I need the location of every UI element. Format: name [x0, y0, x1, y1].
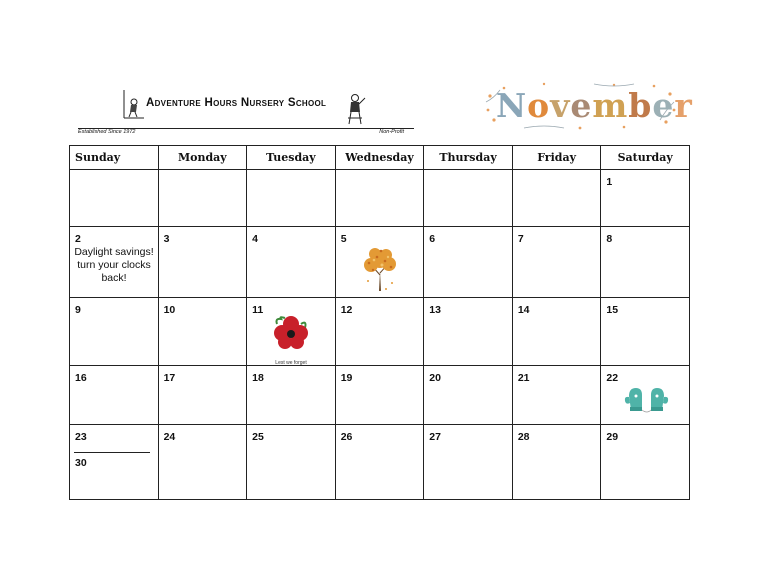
poppy-caption-text: Lest we forget: [275, 360, 307, 367]
day-cell: [424, 227, 513, 298]
day-cell: [424, 365, 513, 424]
child-painting-icon: [344, 92, 366, 126]
day-cell: [335, 227, 424, 298]
day-number-extra: 30: [75, 456, 87, 469]
day-number: 5: [340, 233, 347, 246]
weekday-sunday: Sunday: [70, 146, 159, 170]
day-cell: [247, 365, 336, 424]
weekday-saturday: Saturday: [601, 146, 690, 170]
week-row: [70, 424, 690, 499]
month-letter: r: [674, 86, 693, 125]
day-number: 20: [429, 371, 441, 384]
nonprofit-text: Non-Profit: [379, 129, 404, 135]
weekday-friday: Friday: [512, 146, 601, 170]
day-number: 14: [517, 304, 530, 317]
day-cell: [512, 424, 601, 499]
day-number: 16: [75, 371, 87, 384]
day-number: 8: [606, 233, 613, 246]
autumn-tree-icon: [360, 245, 400, 293]
day-number: 23: [75, 430, 87, 443]
weekday-monday: Monday: [158, 146, 247, 170]
day-cell: [158, 424, 247, 499]
weekday-thursday: Thursday: [424, 146, 513, 170]
school-name: Adventure Hours Nursery School: [146, 97, 327, 109]
day-cell: [247, 424, 336, 499]
day-cell: [512, 170, 601, 227]
month-name: [496, 86, 693, 125]
month-title: [484, 80, 693, 132]
established-text: Established Since 1972: [78, 129, 136, 135]
day-cell: [70, 170, 159, 227]
day-number: 22: [606, 371, 619, 384]
day-cell: [424, 424, 513, 499]
day-cell: [158, 365, 247, 424]
day-number: 24: [163, 430, 176, 443]
month-letter: N: [496, 86, 528, 125]
day-cell: [70, 298, 159, 365]
daylight-savings-note: Daylight savings! turn your clocks back!: [74, 246, 154, 285]
day-number: 28: [517, 430, 530, 443]
day-number: 2: [75, 233, 81, 246]
day-number: 27: [429, 430, 441, 443]
day-number: 9: [75, 304, 81, 317]
school-logo: [78, 88, 414, 138]
weekday-header-row: [70, 146, 690, 170]
calendar-grid: [69, 145, 690, 500]
week-row: [70, 170, 690, 227]
day-number: 4: [252, 233, 258, 246]
day-cell: [424, 170, 513, 227]
day-number: 29: [606, 430, 619, 443]
day-cell: [512, 298, 601, 365]
day-cell: [601, 424, 690, 499]
day-number: 12: [340, 304, 353, 317]
week-row: [70, 227, 690, 298]
day-number: 21: [517, 371, 530, 384]
day-number: 3: [163, 233, 170, 246]
day-cell: [335, 298, 424, 365]
month-letter: v: [550, 86, 571, 125]
day-cell: [601, 365, 690, 424]
day-number: 17: [163, 371, 176, 384]
weekday-wednesday: Wednesday: [335, 146, 424, 170]
month-letter: e: [652, 86, 675, 125]
day-number: 11: [252, 304, 264, 317]
day-number: 7: [517, 233, 524, 246]
child-swing-icon: [122, 88, 146, 120]
day-cell: [70, 424, 159, 499]
day-cell: [335, 424, 424, 499]
day-number: 25: [252, 430, 264, 443]
month-letter: b: [628, 86, 653, 125]
day-cell: [512, 227, 601, 298]
day-cell: [247, 170, 336, 227]
day-number: 10: [163, 304, 176, 317]
day-cell: [158, 298, 247, 365]
day-number: 13: [429, 304, 441, 317]
day-cell: [424, 298, 513, 365]
day-cell: [158, 170, 247, 227]
split-divider: [74, 452, 150, 453]
month-letter: m: [592, 86, 629, 125]
week-row: [70, 298, 690, 365]
day-cell: [247, 227, 336, 298]
month-letter: o: [527, 86, 551, 125]
mittens-icon: [623, 384, 671, 414]
day-cell: [70, 227, 159, 298]
day-cell: [601, 298, 690, 365]
day-number: 26: [340, 430, 353, 443]
day-cell: [512, 365, 601, 424]
day-number: 18: [252, 371, 264, 384]
day-number: 15: [606, 304, 619, 317]
day-cell: [247, 298, 336, 365]
week-row: [70, 365, 690, 424]
day-cell: [158, 227, 247, 298]
month-letter: e: [570, 86, 593, 125]
weekday-tuesday: Tuesday: [247, 146, 336, 170]
day-cell: [601, 170, 690, 227]
poppy-icon: [271, 314, 311, 360]
day-number: 6: [429, 233, 436, 246]
day-cell: [335, 365, 424, 424]
day-cell: [70, 365, 159, 424]
day-cell: [601, 227, 690, 298]
day-number: 19: [340, 371, 353, 384]
day-number: 1: [606, 176, 613, 188]
day-cell: [335, 170, 424, 227]
